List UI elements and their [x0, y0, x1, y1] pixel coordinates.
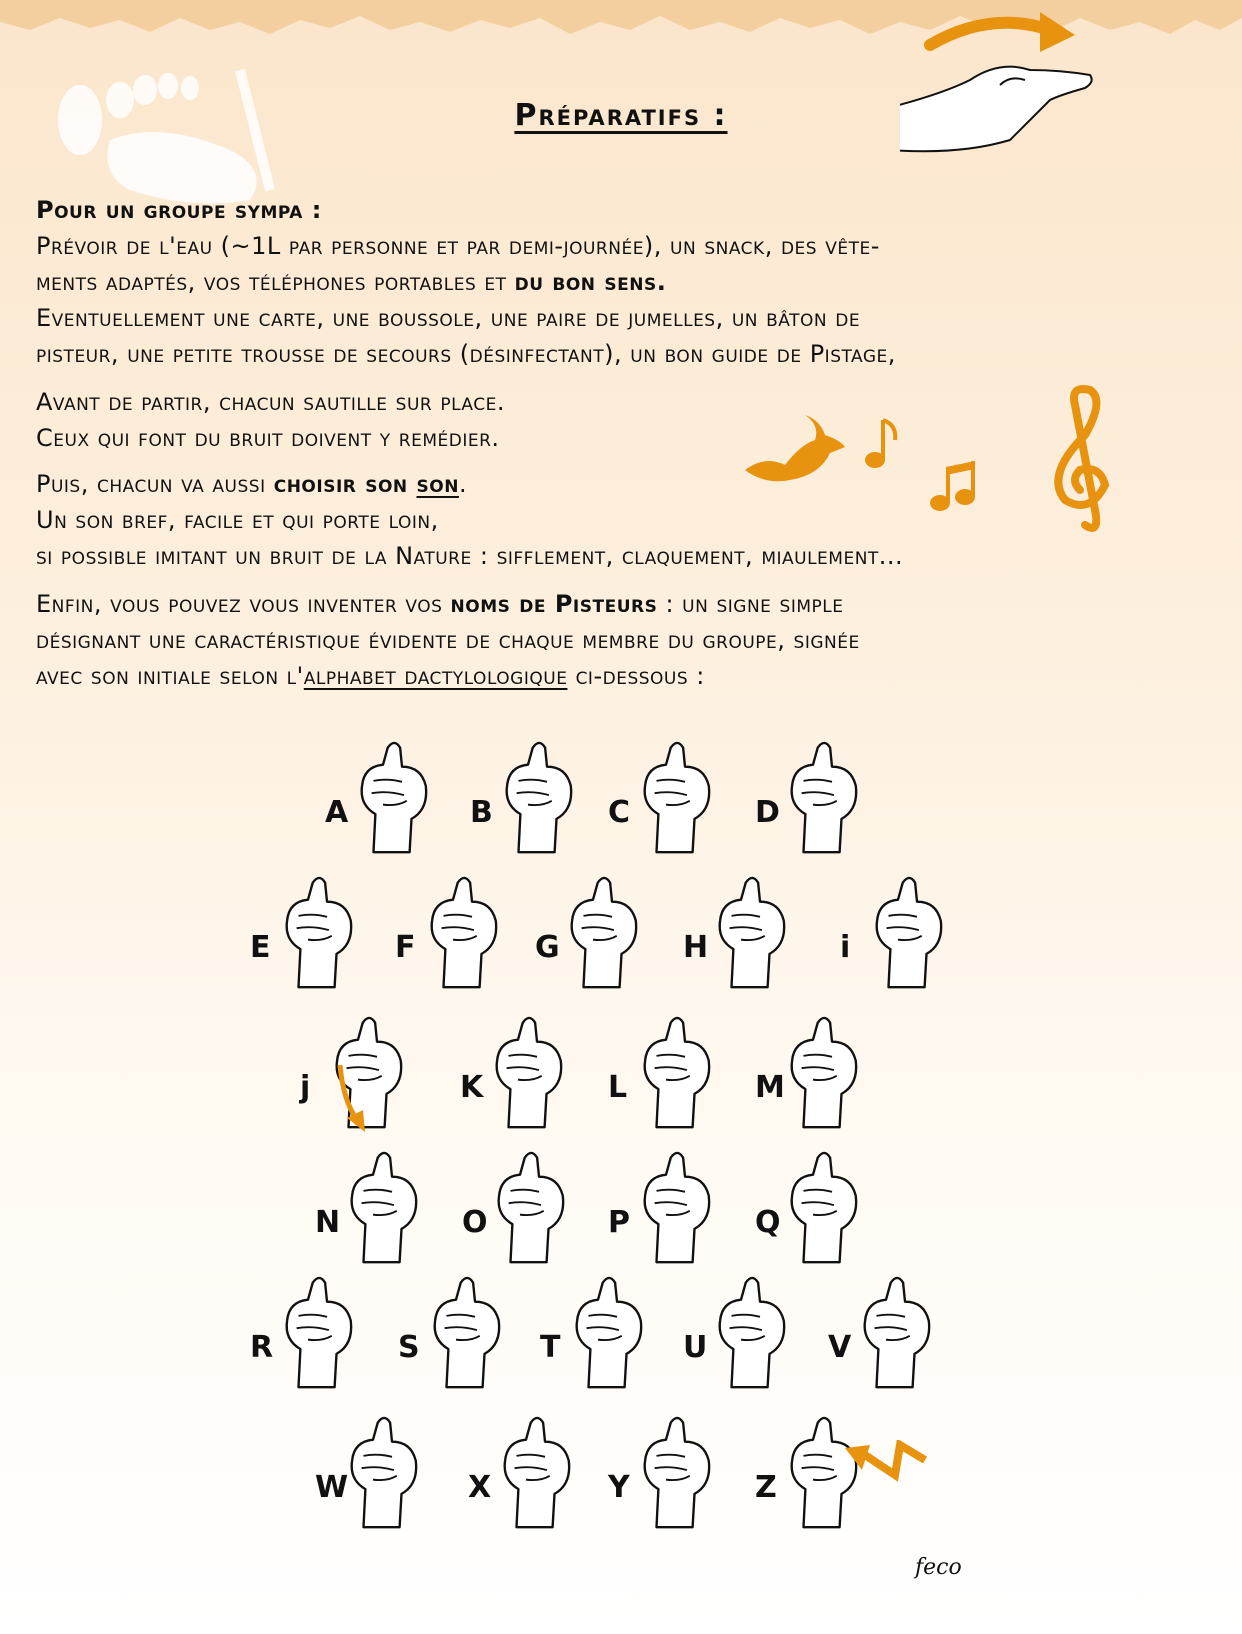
letter-label: Z	[755, 1470, 777, 1505]
hand-sign-p-icon	[628, 1145, 723, 1270]
signature: feco	[915, 1555, 962, 1580]
sound-line-3: si possible imitant un bruit de la Nature : sifflement, claquement, miaulement...	[36, 542, 904, 570]
letter-label: E	[250, 930, 271, 965]
sound-line-2: Un son bref, facile et qui porte loin,	[36, 506, 439, 534]
sign-r	[250, 1270, 360, 1395]
sign-d	[755, 735, 865, 860]
sign-q	[755, 1145, 865, 1270]
hand-sign-y-icon	[628, 1410, 723, 1535]
letter-label: W	[315, 1470, 349, 1505]
hand-sign-h-icon	[703, 870, 798, 995]
hand-sign-k-icon	[480, 1010, 575, 1135]
hand-sign-m-icon	[775, 1010, 870, 1135]
letter-label: V	[828, 1330, 852, 1365]
sign-p	[608, 1145, 718, 1270]
sign-i	[840, 870, 950, 995]
letter-label: G	[535, 930, 560, 965]
sign-u	[683, 1270, 793, 1395]
sign-l	[608, 1010, 718, 1135]
equipment-line-1: Prévoir de l'eau (~1L par personne et par demi-journée), un snack, des vête-	[36, 232, 880, 260]
letter-label: U	[683, 1330, 708, 1365]
letter-label: K	[460, 1070, 484, 1105]
sign-v	[828, 1270, 938, 1395]
equipment-heading: Pour un groupe sympa :	[36, 196, 322, 224]
hand-sign-l-icon	[628, 1010, 723, 1135]
sign-k	[460, 1010, 570, 1135]
equipment-line-4: pisteur, une petite trousse de secours (désinfectant), un bon guide de Pistage,	[36, 340, 896, 368]
sign-t	[540, 1270, 650, 1395]
sign-b	[470, 735, 580, 860]
hand-sign-x-icon	[488, 1410, 583, 1535]
hand-sign-i-icon	[860, 870, 955, 995]
letter-label: T	[540, 1330, 561, 1365]
letter-label: C	[608, 795, 631, 830]
sound-line-1: Puis, chacun va aussi choisir son son.	[36, 470, 468, 498]
letter-label: A	[325, 795, 349, 830]
sign-m	[755, 1010, 865, 1135]
hand-sign-r-icon	[270, 1270, 365, 1395]
sign-c	[608, 735, 718, 860]
letter-label: i	[840, 930, 851, 965]
sign-h	[683, 870, 793, 995]
sign-g	[535, 870, 645, 995]
hand-sign-v-icon	[848, 1270, 943, 1395]
hand-sign-w-icon	[335, 1410, 430, 1535]
sign-e	[250, 870, 360, 995]
hand-sign-g-icon	[555, 870, 650, 995]
hand-sign-f-icon	[415, 870, 510, 995]
names-line-3: avec son initiale selon l'alphabet dactylologique ci-dessous :	[36, 662, 705, 690]
letter-label: Q	[755, 1205, 781, 1240]
noise-line-1: Avant de partir, chacun sautille sur place.	[36, 388, 506, 416]
equipment-line-3: Eventuellement une carte, une boussole, une paire de jumelles, un bâton de	[36, 304, 861, 332]
hand-sign-t-icon	[560, 1270, 655, 1395]
letter-label: P	[608, 1205, 630, 1240]
letter-label: D	[755, 795, 780, 830]
hand-sign-c-icon	[628, 735, 723, 860]
letter-label: j	[300, 1070, 311, 1105]
letter-label: L	[608, 1070, 628, 1105]
names-line-2: désignant une caractéristique évidente de chaque membre du groupe, signée	[36, 626, 860, 654]
j-motion-arrow-icon	[335, 1060, 375, 1135]
hand-sign-a-icon	[345, 735, 440, 860]
sign-a	[325, 735, 435, 860]
noise-line-2: Ceux qui font du bruit doivent y remédier.	[36, 424, 500, 452]
letter-label: Y	[608, 1470, 630, 1505]
page-title: Préparatifs :	[514, 98, 728, 133]
letter-label: M	[755, 1070, 785, 1105]
z-motion-arrow-icon	[840, 1440, 930, 1510]
equipment-line-2: ments adaptés, vos téléphones portables et du bon sens.	[36, 268, 667, 296]
names-line-1: Enfin, vous pouvez vous inventer vos noms de Pisteurs : un signe simple	[36, 590, 844, 618]
sign-s	[398, 1270, 508, 1395]
sign-f	[395, 870, 505, 995]
letter-label: O	[462, 1205, 488, 1240]
letter-label: N	[315, 1205, 341, 1240]
hand-sign-q-icon	[775, 1145, 870, 1270]
hand-sign-u-icon	[703, 1270, 798, 1395]
hand-sign-e-icon	[270, 870, 365, 995]
letter-label: X	[468, 1470, 492, 1505]
hand-sign-s-icon	[418, 1270, 513, 1395]
hand-sign-d-icon	[775, 735, 870, 860]
sign-o	[462, 1145, 572, 1270]
hand-sign-b-icon	[490, 735, 585, 860]
letter-label: H	[683, 930, 709, 965]
letter-label: B	[470, 795, 493, 830]
letter-label: R	[250, 1330, 274, 1365]
hand-sign-o-icon	[482, 1145, 577, 1270]
sign-n	[315, 1145, 425, 1270]
letter-label: S	[398, 1330, 420, 1365]
letter-label: F	[395, 930, 416, 965]
hand-sign-n-icon	[335, 1145, 430, 1270]
sign-w	[315, 1410, 425, 1535]
sign-y	[608, 1410, 718, 1535]
sign-x	[468, 1410, 578, 1535]
